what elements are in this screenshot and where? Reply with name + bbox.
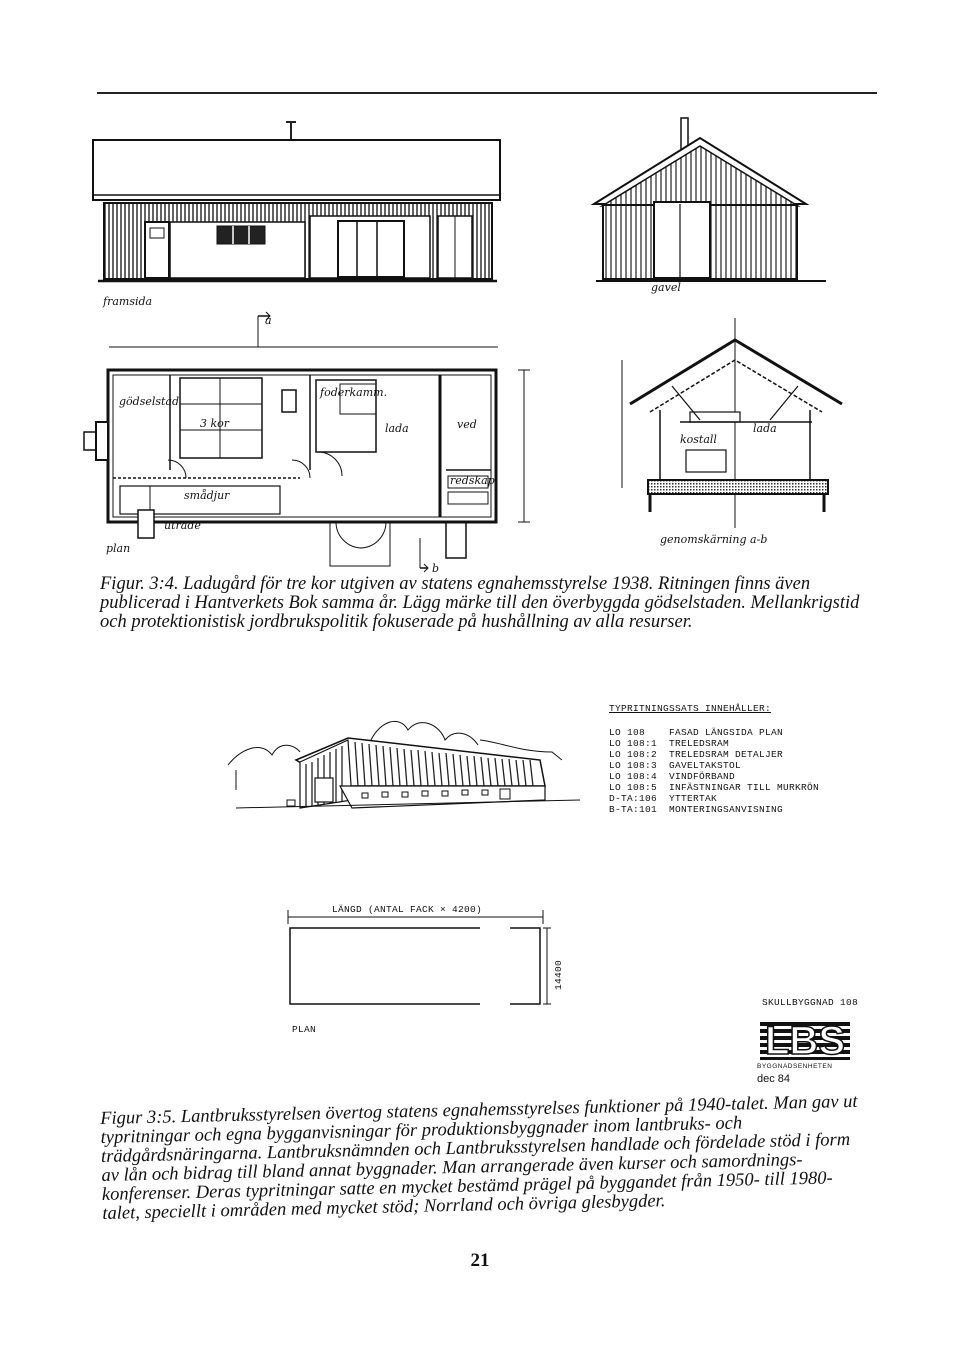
contents-code: D-TA:106 (609, 793, 658, 804)
contents-code: B-TA:101 (609, 804, 658, 815)
contents-row (609, 782, 819, 793)
figure-3-5-caption-text: Figur 3:5. Lantbruksstyrelsen övertog statens egnahemsstyrelses funktioner på 1940-talet. Man gav ut typritningar och egna bygganvisningar för produktionsbyggnader inom lantbruks- och trädgårdsnäringarna. Lantbruksnämnden och Lantbruksstyrelsen handlade och fördelade stöd i form av lån och bidrag till bland annat byggnader. Man arrangerade även kurser och samordnings-konferenser. Deras typritningar satte en mycket bestämd prägel på byggandet från 1950- till 1980-talet, speciellt i områden med mycket stöd; Norrland och övriga glesbygder. (99, 1091, 858, 1224)
figure-3-5-caption (100, 1093, 862, 1224)
label-room-kostall: kostall (680, 433, 717, 446)
contents-row (609, 793, 717, 804)
contents-row (609, 749, 783, 760)
contents-row (609, 804, 783, 815)
building-label: SKULLBYGGNAD 108 (762, 997, 859, 1008)
label-room-smadjur: smådjur (184, 489, 230, 502)
contents-row (609, 727, 783, 738)
label-framsida: framsida (103, 295, 153, 308)
contents-desc: TRELEDSRAM (669, 738, 730, 749)
contents-code: LO 108:1 (609, 738, 658, 749)
contents-code: LO 108:5 (609, 782, 658, 793)
length-label: LÄNGD (ANTAL FACK × 4200) (332, 904, 483, 915)
label-genomskarning: genomskärning a-b (660, 533, 768, 546)
skull-plan-outline (288, 910, 551, 1004)
lbs-logo-text: LBS (765, 1019, 845, 1063)
label-room-lada: lada (385, 422, 409, 435)
label-room-lada-section: lada (753, 422, 777, 435)
contents-row (609, 760, 741, 771)
label-plan: plan (106, 542, 131, 555)
contents-desc: FASAD LÄNGSIDA PLAN (669, 727, 784, 738)
lbs-logo (752, 1019, 852, 1063)
contents-row (609, 738, 729, 749)
width-label: 14400 (553, 959, 564, 990)
barn-sketch (228, 721, 580, 808)
contents-desc: INFÄSTNINGAR TILL MURKRÖN (669, 782, 820, 793)
label-room-kor: 3 kor (200, 417, 230, 430)
contents-code: LO 108:4 (609, 771, 658, 782)
figure-3-4-caption-text: Figur. 3:4. Ladugård för tre kor utgiven av statens egnahemsstyrelse 1938. Ritningen finns även publicerad i Hantverkets Bok samma år. Lägg märke till den överbyggda gödselstaden. Mellankrigstid och protektionistisk jordbrukspolitik fokuserade på hushållning av alla resurser. (100, 574, 860, 632)
contents-desc: VINDFÖRBAND (669, 771, 736, 782)
contents-desc: MONTERINGSANVISNING (669, 804, 784, 815)
contents-list (609, 703, 909, 843)
label-point-b: b (432, 562, 440, 575)
contents-code: LO 108:2 (609, 749, 658, 760)
contents-desc: TRELEDSRAM DETALJER (669, 749, 784, 760)
contents-desc: GAVELTAKSTOL (669, 760, 742, 771)
logo-subtitle: BYGGNADSENHETEN (757, 1063, 833, 1070)
label-room-redskap: redskap (450, 474, 495, 487)
contents-desc: YTTERTAK (669, 793, 718, 804)
label-room-ved: ved (457, 418, 477, 431)
contents-code: LO 108:3 (609, 760, 658, 771)
label-gavel: gavel (651, 281, 681, 294)
contents-title: TYPRITNINGSSATS INNEHÅLLER: (609, 703, 772, 714)
label-room-fodergang: gödselstad (119, 395, 180, 408)
label-room-utrade: utrade (164, 519, 201, 532)
logo-date: dec 84 (757, 1073, 791, 1085)
plan-label: PLAN (292, 1024, 317, 1035)
label-room-foderkamare: foderkamm. (320, 386, 388, 399)
label-point-a: a (265, 314, 272, 327)
page-number: 21 (470, 1250, 490, 1271)
contents-code: LO 108 (609, 727, 646, 738)
contents-row (609, 771, 735, 782)
